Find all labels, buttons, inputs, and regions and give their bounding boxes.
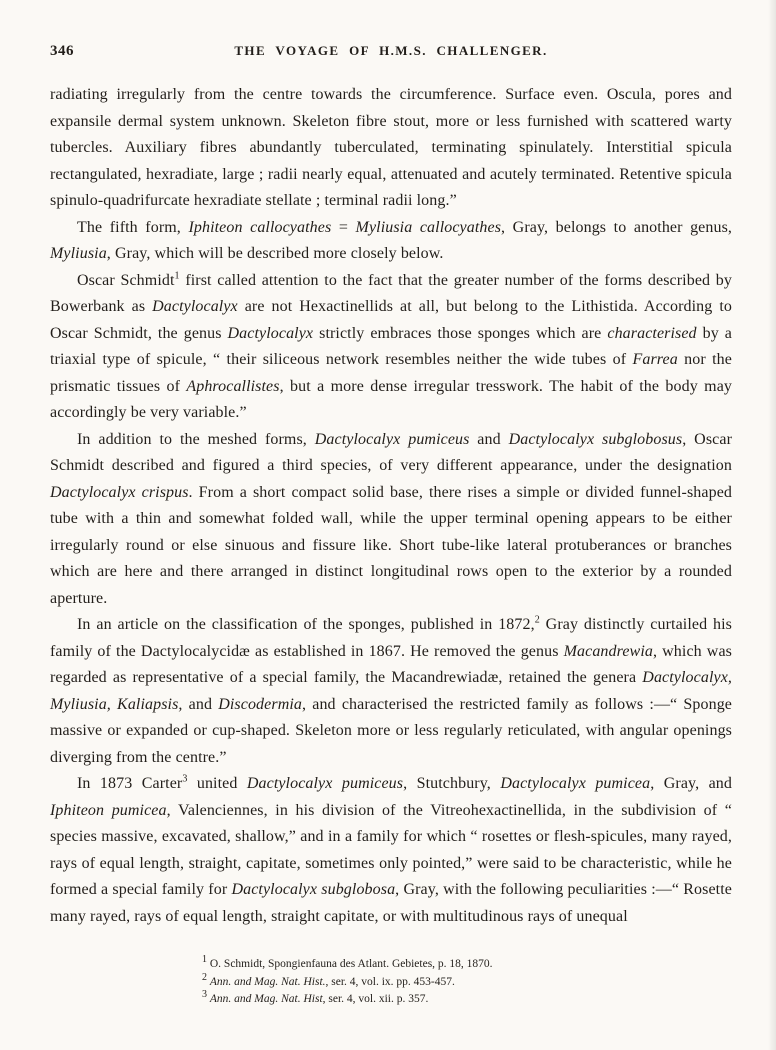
text-segment: = — [331, 218, 356, 236]
page-header — [50, 42, 732, 64]
text-segment: Gray distinctly curtailed his family of the Dactylocalycidæ as established in 1867. He removed the genus — [50, 616, 732, 660]
footnotes — [50, 956, 732, 1009]
italic-text: Farrea — [632, 351, 678, 368]
text-segment: united — [187, 775, 247, 792]
text-segment: , and characterised the restricted family as follows :—“ Sponge massive or expanded or cup-shaped. Skeleton more or less regularly reticulated, with angular openings diverging from the centre.” — [50, 695, 732, 766]
text-segment: In 1873 Carter — [77, 775, 183, 792]
footnote-ref: 2 — [534, 614, 540, 626]
italic-text: Dactylocalyx subglobosa — [231, 881, 396, 898]
text-segment: . From a short compact solid base, there rises a simple or divided funnel-shaped tube with a thin and somewhat folded wall, while the upper terminal opening appears to be either irregularly round or else sinuous and fissure like. Short tube-like lateral protuberances or branches which are here and there arranged in distinct longitudinal rows open to the exterior by a rounded aperture. — [50, 483, 732, 607]
text-segment: and — [469, 430, 509, 448]
footnote — [202, 991, 732, 1009]
text-segment: , Oscar Schmidt described and figured a third species, of very different appearance, under the designation — [50, 430, 732, 474]
footnote — [202, 956, 732, 974]
text-segment: nor the prismatic tissues of — [50, 351, 732, 395]
text-segment: , Gray, belongs to another genus, — [501, 218, 733, 236]
text-segment: , Gray, which will be described more closely below. — [106, 245, 444, 262]
text-segment: , ser. 4, vol. xii. p. 357. — [322, 993, 429, 1005]
footnote-ref: 1 — [174, 270, 180, 282]
paragraph — [50, 215, 732, 268]
italic-text: Dactylocalyx, Myliusia, Kaliapsis, — [50, 669, 732, 713]
paragraph — [50, 771, 732, 930]
italic-text: Dactylocalyx subglobosus — [508, 430, 683, 448]
text-segment: , Stutchbury, — [403, 775, 501, 792]
footnote-ref: 3 — [202, 989, 207, 1001]
text-segment: Oscar Schmidt — [77, 271, 175, 289]
text-segment: , but a more dense irregular tresswork. The habit of the body may accordingly be very variable.” — [50, 377, 733, 421]
text-segment: In an article on the classification of the sponges, published in 1872, — [77, 616, 535, 633]
italic-text: Iphiteon pumicea — [50, 801, 167, 819]
italic-text: Ann. and Mag. Nat. Hist. — [209, 975, 326, 988]
text-segment: , Gray, and — [650, 775, 732, 792]
italic-text: Dactylocalyx crispus — [50, 483, 189, 501]
text-segment: are not Hexactinellids at all, but belong to the Lithistida. According to Oscar Schmidt, the genus — [50, 298, 732, 342]
paragraph — [50, 427, 732, 613]
footnote-ref: 1 — [202, 954, 207, 966]
paragraph — [50, 612, 732, 771]
text-segment: In addition to the meshed forms, — [77, 430, 315, 448]
text-segment: radiating irregularly from the centre towards the circumference. Surface even. Oscula, pores and expansile dermal system unknown. Skeleton fibre stout, more or less furnished with scattered warty tubercles. Auxiliary fibres abundantly tuberculated, terminating spinulately. Interstitial spicula rectangulated, hexradiate, large ; radii nearly equal, attenuated and acutely terminated. Retentive spicula spinulo-quadrifurcate hexradiate stellate ; terminal radii long.” — [50, 86, 732, 209]
italic-text: Macandrewia — [563, 642, 653, 660]
italic-text: Dactylocalyx — [152, 298, 238, 315]
body-text — [50, 82, 732, 930]
text-segment: , ser. 4, vol. ix. pp. 453-457. — [325, 975, 455, 988]
italic-text: Myliusia — [50, 245, 107, 262]
italic-text: Dactylocalyx — [227, 324, 314, 342]
italic-text: Ann. and Mag. Nat. Hist — [209, 993, 323, 1005]
text-segment: O. Schmidt, Spongienfauna des Atlant. Gebietes, p. 18, 1870. — [207, 958, 493, 970]
italic-text: Dactylocalyx pumiceus — [246, 775, 404, 792]
footnote — [202, 971, 732, 992]
italic-text: Myliusia callocyathes — [355, 218, 502, 236]
text-segment: The fifth form, — [77, 218, 189, 236]
footnote-ref: 2 — [202, 971, 207, 983]
running-head: THE VOYAGE OF H.M.S. CHALLENGER. — [234, 43, 548, 58]
italic-text: Aphrocallistes — [186, 377, 280, 395]
text-segment: by a triaxial type of spicule, “ their siliceous network resembles neither the wide tubes of — [50, 324, 733, 368]
page-number: 346 — [50, 43, 74, 59]
text-segment: strictly embraces those sponges which are — [313, 324, 608, 342]
italic-text: Iphiteon callocyathes — [188, 218, 332, 236]
text-segment: and — [182, 695, 219, 713]
italic-text: characterised — [607, 324, 697, 342]
paragraph — [50, 268, 732, 427]
italic-text: Dactylocalyx pumiceus — [314, 430, 470, 448]
italic-text: Dactylocalyx pumicea — [500, 775, 651, 792]
italic-text: Discodermia — [218, 695, 302, 713]
text-segment: , Valenciennes, in his division of the Vitreohexactinellida, in the subdivision of “ species massive, excavated, shallow,” and in a family for which “ rosettes or flesh-spicules, many rayed, rays of equal length, straight, capitate, sometimes only pointed,” were said to be characteristic, while he formed a special family for — [50, 801, 732, 898]
text-segment: , which was regarded as representative of a special family, the Macandrewiadæ, retained the genera — [50, 642, 732, 686]
paragraph — [50, 82, 732, 215]
footnote-ref: 3 — [182, 773, 188, 785]
text-segment: , Gray, with the following peculiarities :—“ Rosette many rayed, rays of equal length, straight capitate, or with multitudinous rays of unequal — [50, 881, 732, 925]
text-segment: first called attention to the fact that the greater number of the forms described by Bowerbank as — [50, 271, 733, 315]
